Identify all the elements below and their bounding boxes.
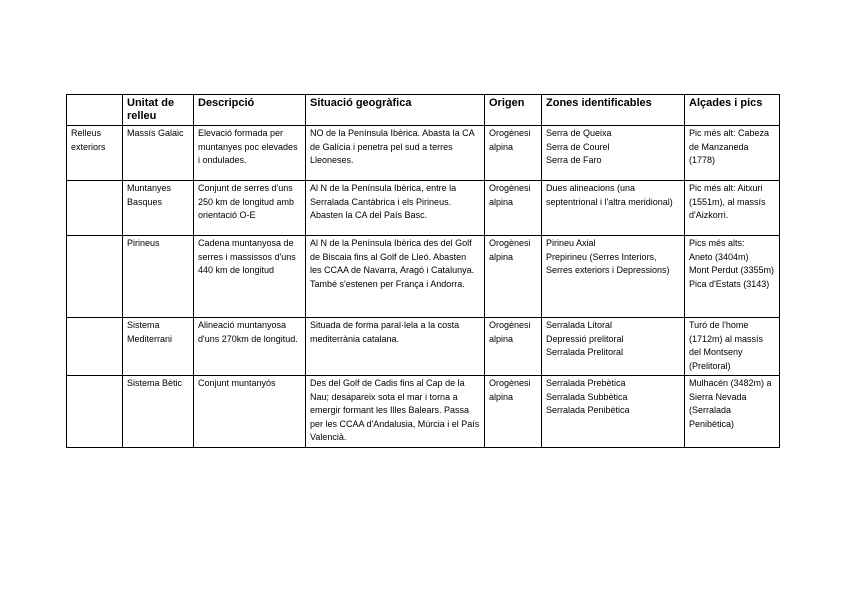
table-row [67,181,780,236]
header-peaks: Alçades i pics [685,95,780,126]
cell-peaks: Pic més alt: Aitxuri (1551m), al massís d'Aizkorri. [685,181,780,236]
cell-unit: Massís Galaic [123,126,194,181]
cell-zones: Serralada Prebètica Serralada Subbètica Serralada Penibètica [542,376,685,448]
cell-origin: Orogènesi alpina [485,126,542,181]
relief-table [66,94,780,448]
cell-location: NO de la Península Ibèrica. Abasta la CA de Galícia i penetra pel sud a terres Lleoneses. [306,126,485,181]
cell-description: Conjunt de serres d'uns 250 km de longitud amb orientació O-E [194,181,306,236]
table-row [67,318,780,376]
cell-location: Al N de la Península Ibèrica, entre la Serralada Cantàbrica i els Pirineus. Abasten la CA del País Basc. [306,181,485,236]
cell-zones: Dues alineacions (una septentrional i l'altra meridional) [542,181,685,236]
header-description: Descripció [194,95,306,126]
cell-peaks: Mulhacén (3482m) a Sierra Nevada (Serralada Penibètica) [685,376,780,448]
table-row [67,236,780,318]
cell-zones: Serra de Queixa Serra de Courel Serra de Faro [542,126,685,181]
cell-location: Al N de la Península Ibèrica des del Golf de Biscaia fins al Golf de Lleó. Abasten les CCAA de Navarra, Aragó i Catalunya. També s'estenen per França i Andorra. [306,236,485,318]
cell-location: Des del Golf de Cadis fins al Cap de la Nau; desapareix sota el mar i torna a emergir formant les Illes Balears. Passa per les CCAA d'Andalusia, Múrcia i el País Valencià. [306,376,485,448]
cell-description: Conjunt muntanyós [194,376,306,448]
table-row [67,376,780,448]
group-cell-empty [67,318,123,376]
cell-unit: Sistema Bètic [123,376,194,448]
header-location: Situació geogràfica [306,95,485,126]
cell-description: Alineació muntanyosa d'uns 270km de longitud. [194,318,306,376]
header-empty [67,95,123,126]
cell-peaks: Pics més alts: Aneto (3404m) Mont Perdut (3355m) Pica d'Estats (3143) [685,236,780,318]
header-zones: Zones identificables [542,95,685,126]
cell-peaks: Turó de l'home (1712m) al massís del Montseny (Prelitoral) [685,318,780,376]
group-cell-empty [67,236,123,318]
header-row [67,95,780,126]
cell-origin: Orogènesi alpina [485,318,542,376]
cell-description: Elevació formada per muntanyes poc elevades i ondulades. [194,126,306,181]
cell-description: Cadena muntanyosa de serres i massissos d'uns 440 km de longitud [194,236,306,318]
table-row [67,126,780,181]
cell-origin: Orogènesi alpina [485,376,542,448]
group-label: Relleus exteriors [67,126,123,181]
group-cell-empty [67,376,123,448]
cell-unit: Muntanyes Basques [123,181,194,236]
cell-location: Situada de forma paral·lela a la costa mediterrània catalana. [306,318,485,376]
header-unit: Unitat de relleu [123,95,194,126]
cell-origin: Orogènesi alpina [485,236,542,318]
cell-unit: Sistema Mediterrani [123,318,194,376]
header-origin: Origen [485,95,542,126]
cell-unit: Pirineus [123,236,194,318]
cell-zones: Serralada Litoral Depressió prelitoral Serralada Prelitoral [542,318,685,376]
cell-origin: Orogènesi alpina [485,181,542,236]
cell-peaks: Pic més alt: Cabeza de Manzaneda (1778) [685,126,780,181]
cell-zones: Pirineu Axial Prepirineu (Serres Interiors, Serres exteriors i Depressions) [542,236,685,318]
group-cell-empty [67,181,123,236]
